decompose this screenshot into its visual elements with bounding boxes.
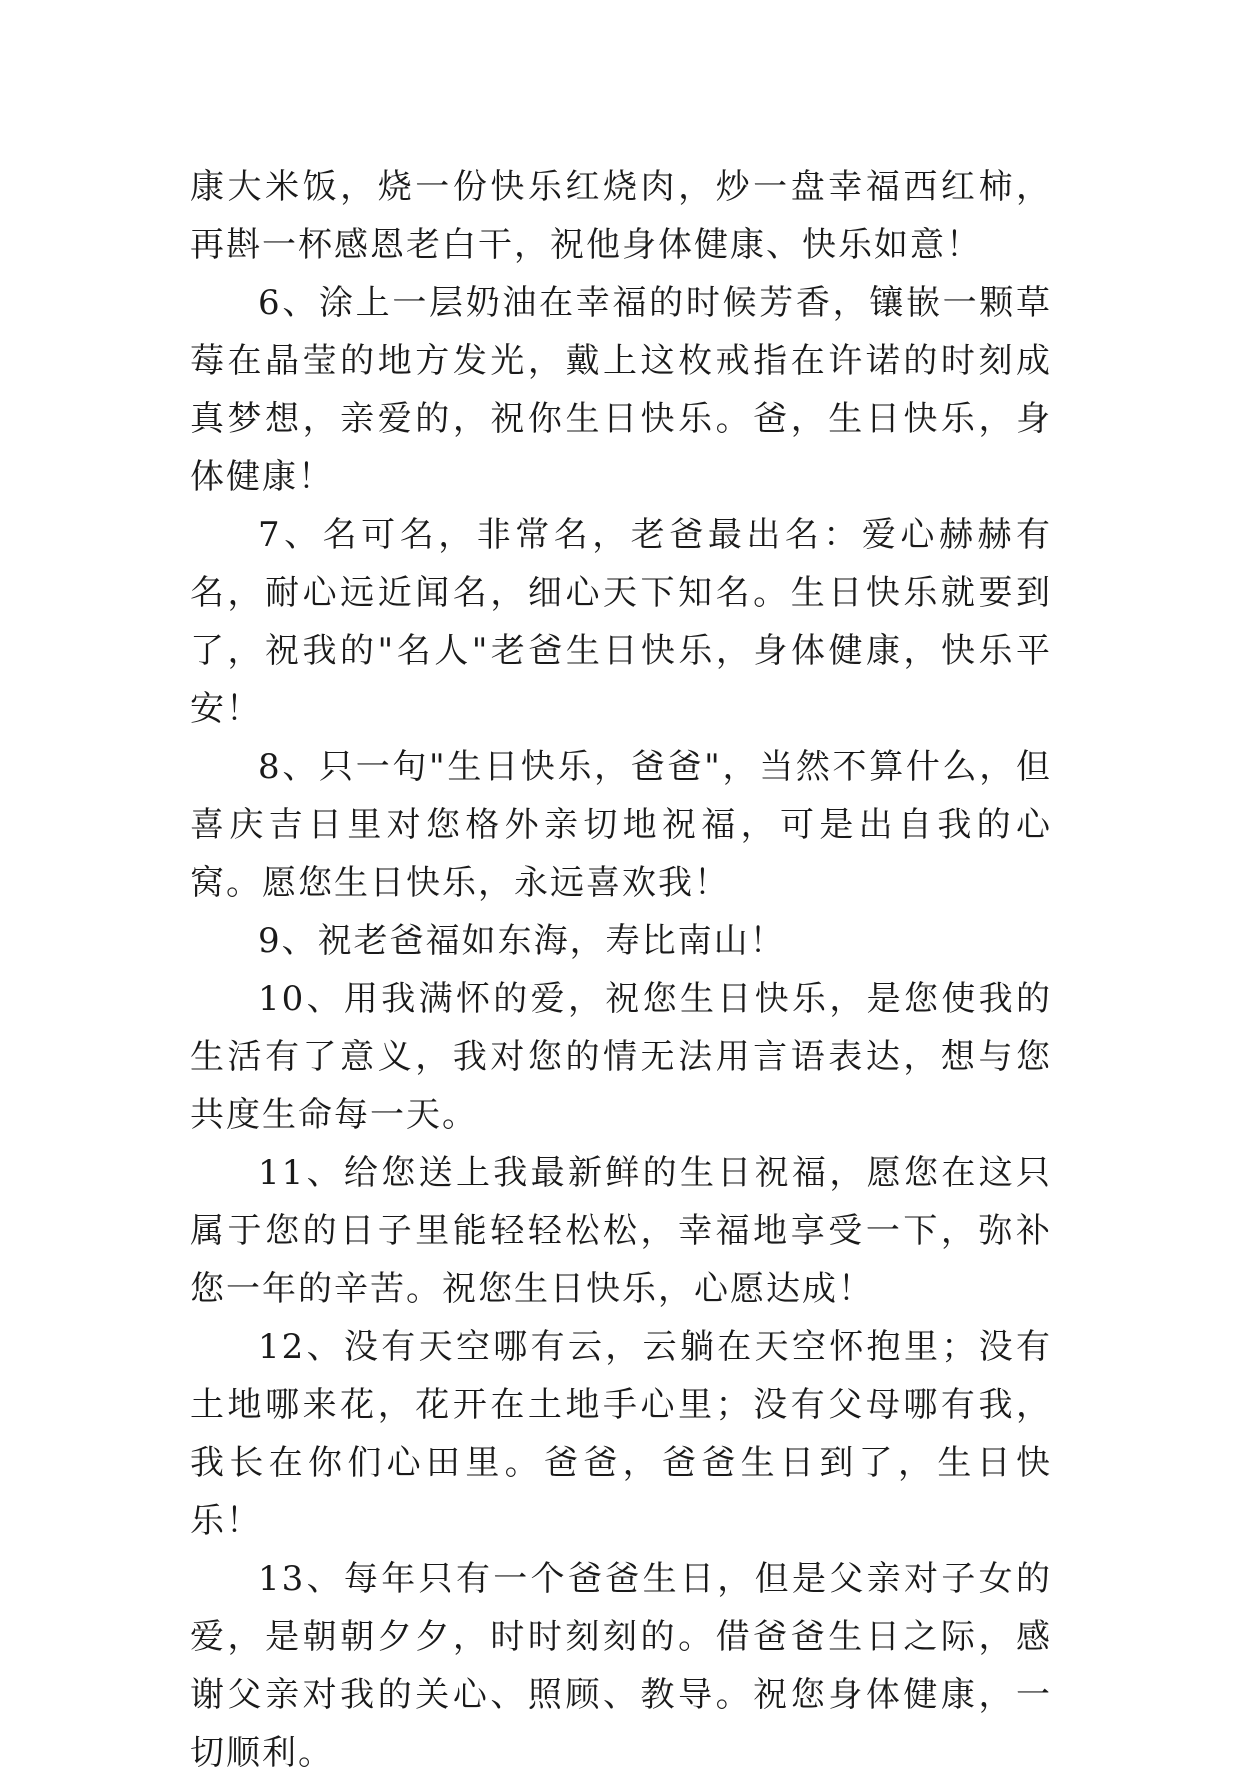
- paragraph-wish-7: 7、名可名，非常名，老爸最出名：爱心赫赫有名，耐心远近闻名，细心天下知名。生日快乐就要到了，祝我的"名人"老爸生日快乐，身体健康，快乐平安！: [190, 515, 1052, 729]
- document-body: [190, 158, 1052, 1782]
- paragraph-wish-6: 6、涂上一层奶油在幸福的时候芳香，镶嵌一颗草莓在晶莹的地方发光，戴上这枚戒指在许诺的时刻成真梦想，亲爱的，祝你生日快乐。爸，生日快乐，身体健康！: [190, 283, 1052, 497]
- paragraph-wish-10: 10、用我满怀的爱，祝您生日快乐，是您使我的生活有了意义，我对您的情无法用言语表达，想与您共度生命每一天。: [190, 979, 1052, 1135]
- paragraph-wish-9: 9、祝老爸福如东海，寿比南山！: [258, 921, 786, 961]
- paragraph-continued: 康大米饭，烧一份快乐红烧肉，炒一盘幸福西红柿，再斟一杯感恩老白干，祝他身体健康、快乐如意！: [190, 167, 1052, 265]
- paragraph-wish-11: 11、给您送上我最新鲜的生日祝福，愿您在这只属于您的日子里能轻轻松松，幸福地享受一下，弥补您一年的辛苦。祝您生日快乐，心愿达成！: [190, 1153, 1052, 1309]
- paragraph-wish-12: 12、没有天空哪有云，云躺在天空怀抱里；没有土地哪来花，花开在土地手心里；没有父母哪有我，我长在你们心田里。爸爸，爸爸生日到了，生日快乐！: [190, 1327, 1052, 1541]
- paragraph-wish-8: 8、只一句"生日快乐，爸爸"，当然不算什么，但喜庆吉日里对您格外亲切地祝福，可是出自我的心窝。愿您生日快乐，永远喜欢我！: [190, 747, 1052, 903]
- paragraph-wish-13: 13、每年只有一个爸爸生日，但是父亲对子女的爱，是朝朝夕夕，时时刻刻的。借爸爸生日之际，感谢父亲对我的关心、照顾、教导。祝您身体健康，一切顺利。: [190, 1559, 1052, 1773]
